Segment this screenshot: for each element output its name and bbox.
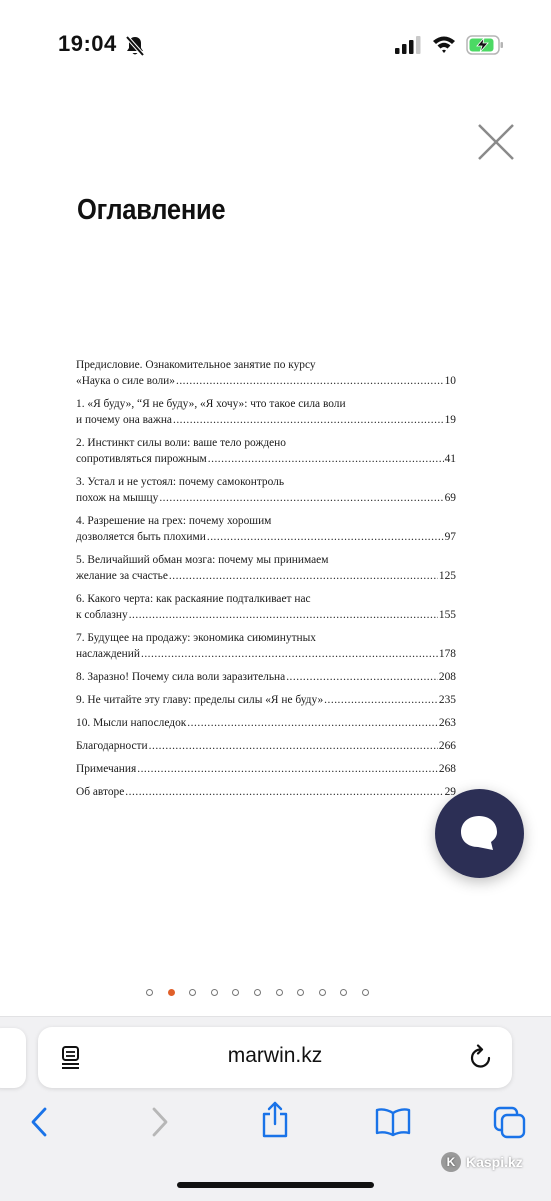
toc-page-number: 155 xyxy=(438,609,456,621)
toc-entry-line xyxy=(76,357,456,373)
forward-icon[interactable] xyxy=(149,1104,171,1140)
page-dot[interactable] xyxy=(319,989,326,996)
page-dot[interactable] xyxy=(276,989,283,996)
toc-entry xyxy=(76,630,456,662)
previous-tab-card[interactable] xyxy=(0,1028,26,1088)
toc-entry-text: сопротивляться пирожным xyxy=(76,453,207,465)
toc-leader-dots xyxy=(207,529,444,545)
page-dot[interactable] xyxy=(362,989,369,996)
toc-page-number: 263 xyxy=(438,717,456,729)
toc-entry-text: 9. Не читайте эту главу: пределы силы «Я не буду» xyxy=(76,694,324,706)
toc-entry-text: Предисловие. Ознакомительное занятие по курсу xyxy=(76,359,316,371)
toc-leader-dots xyxy=(149,738,438,754)
toc-page-number: 41 xyxy=(444,453,456,465)
toc-leader-dots xyxy=(187,715,438,731)
toc-leader-dots xyxy=(125,784,443,800)
toc-entry-line xyxy=(76,692,456,708)
toc-entry xyxy=(76,784,456,800)
status-time: 19:04 xyxy=(58,31,117,56)
toc-entry-line xyxy=(76,412,456,428)
kaspi-logo-icon: K xyxy=(441,1152,461,1172)
toc-entry-text: похож на мышцу xyxy=(76,492,159,504)
toc-entry-text: желание за счастье xyxy=(76,570,168,582)
toc-entry xyxy=(76,715,456,731)
wifi-icon xyxy=(432,35,456,53)
toc-leader-dots xyxy=(141,646,438,662)
toc-entry-line xyxy=(76,646,456,662)
toc-entry-text: к соблазну xyxy=(76,609,128,621)
page-dot[interactable] xyxy=(146,989,153,996)
toc-page-number: 178 xyxy=(438,648,456,660)
toc-entry-line xyxy=(76,373,456,389)
toc-page-number: 10 xyxy=(444,375,456,387)
table-of-contents xyxy=(76,357,456,807)
bell-slash-icon xyxy=(125,35,145,57)
toc-entry-text: 8. Заразно! Почему сила воли заразительна xyxy=(76,671,286,683)
close-icon[interactable] xyxy=(476,122,516,162)
battery-charging-icon xyxy=(466,35,504,55)
address-bar[interactable] xyxy=(38,1027,512,1088)
back-icon[interactable] xyxy=(28,1104,50,1140)
reload-icon[interactable] xyxy=(469,1044,493,1070)
toc-entry-line xyxy=(76,784,456,800)
toc-entry-text: Примечания xyxy=(76,763,137,775)
toc-entry-text: наслаждений xyxy=(76,648,140,660)
toc-entry-line xyxy=(76,396,456,412)
toc-page-number: 235 xyxy=(438,694,456,706)
toc-leader-dots xyxy=(286,669,438,685)
share-icon[interactable] xyxy=(260,1100,290,1140)
tabs-icon[interactable] xyxy=(492,1105,528,1141)
page-dot[interactable] xyxy=(232,989,239,996)
toc-leader-dots xyxy=(208,451,444,467)
toc-entry-line xyxy=(76,669,456,685)
page-indicator xyxy=(146,989,369,996)
toc-entry xyxy=(76,513,456,545)
toc-page-number: 266 xyxy=(438,740,456,752)
toc-entry-line xyxy=(76,761,456,777)
toc-leader-dots xyxy=(169,568,438,584)
page-dot[interactable] xyxy=(297,989,304,996)
page-dot[interactable] xyxy=(189,989,196,996)
toc-entry-text: дозволяется быть плохими xyxy=(76,531,206,543)
page-dot[interactable] xyxy=(254,989,261,996)
toc-entry-line xyxy=(76,715,456,731)
toc-entry-line xyxy=(76,513,456,529)
toc-entry-line xyxy=(76,630,456,646)
toc-entry-text: «Наука о силе воли» xyxy=(76,375,175,387)
toc-entry xyxy=(76,357,456,389)
status-bar xyxy=(0,0,551,90)
toc-entry-text: 10. Мысли напоследок xyxy=(76,717,187,729)
toc-page-number: 19 xyxy=(444,414,456,426)
toc-entry xyxy=(76,474,456,506)
toc-entry xyxy=(76,761,456,777)
url-text[interactable]: marwin.kz xyxy=(227,1044,323,1067)
page-dot[interactable] xyxy=(211,989,218,996)
toc-entry-line xyxy=(76,474,456,490)
toc-entry-text: и почему она важна xyxy=(76,414,172,426)
toc-entry-line xyxy=(76,738,456,754)
toc-entry-line xyxy=(76,435,456,451)
toc-page-number: 29 xyxy=(444,786,456,798)
toc-leader-dots xyxy=(173,412,444,428)
toc-entry-text: 3. Устал и не устоял: почему самоконтроль xyxy=(76,476,285,488)
home-indicator[interactable] xyxy=(177,1182,374,1188)
toc-leader-dots xyxy=(159,490,443,506)
toc-leader-dots xyxy=(324,692,438,708)
toc-entry-line xyxy=(76,490,456,506)
toc-entry-line xyxy=(76,568,456,584)
toc-page-number: 125 xyxy=(438,570,456,582)
toc-page-number: 97 xyxy=(444,531,456,543)
toc-page-number: 208 xyxy=(438,671,456,683)
toc-entry-text: 1. «Я буду», “Я не буду», «Я хочу»: что такое сила воли xyxy=(76,398,346,410)
toc-page-number: 69 xyxy=(444,492,456,504)
page-title: Оглавление xyxy=(77,194,226,226)
toc-entry xyxy=(76,435,456,467)
toc-entry xyxy=(76,552,456,584)
toc-entry xyxy=(76,669,456,685)
toc-entry-text: 5. Величайший обман мозга: почему мы принимаем xyxy=(76,554,329,566)
signal-icon xyxy=(395,36,421,54)
toc-entry xyxy=(76,692,456,708)
toc-entry xyxy=(76,738,456,754)
toc-entry xyxy=(76,591,456,623)
toc-entry-line xyxy=(76,607,456,623)
toc-leader-dots xyxy=(176,373,444,389)
toc-entry-line xyxy=(76,552,456,568)
page-dot[interactable] xyxy=(340,989,347,996)
chat-bubble-icon xyxy=(459,814,499,852)
page-dot[interactable] xyxy=(168,989,175,996)
toc-entry-text: Благодарности xyxy=(76,740,148,752)
toc-leader-dots xyxy=(129,607,438,623)
bookmarks-icon[interactable] xyxy=(375,1107,411,1137)
toc-entry-text: 2. Инстинкт силы воли: ваше тело рождено xyxy=(76,437,286,449)
toc-entry-text: Об авторе xyxy=(76,786,125,798)
watermark xyxy=(441,1152,523,1172)
toc-entry-text: 6. Какого черта: как раскаяние подталкивает нас xyxy=(76,593,311,605)
toc-entry-line xyxy=(76,451,456,467)
chat-button[interactable] xyxy=(435,789,524,878)
toc-entry-line xyxy=(76,591,456,607)
toc-entry-line xyxy=(76,529,456,545)
toc-entry-text: 4. Разрешение на грех: почему хорошим xyxy=(76,515,272,527)
toc-page-number: 268 xyxy=(438,763,456,775)
toc-entry xyxy=(76,396,456,428)
toc-entry-text: 7. Будущее на продажу: экономика сиюминутных xyxy=(76,632,316,644)
watermark-text: Kaspi.kz xyxy=(466,1154,523,1170)
toc-leader-dots xyxy=(137,761,438,777)
